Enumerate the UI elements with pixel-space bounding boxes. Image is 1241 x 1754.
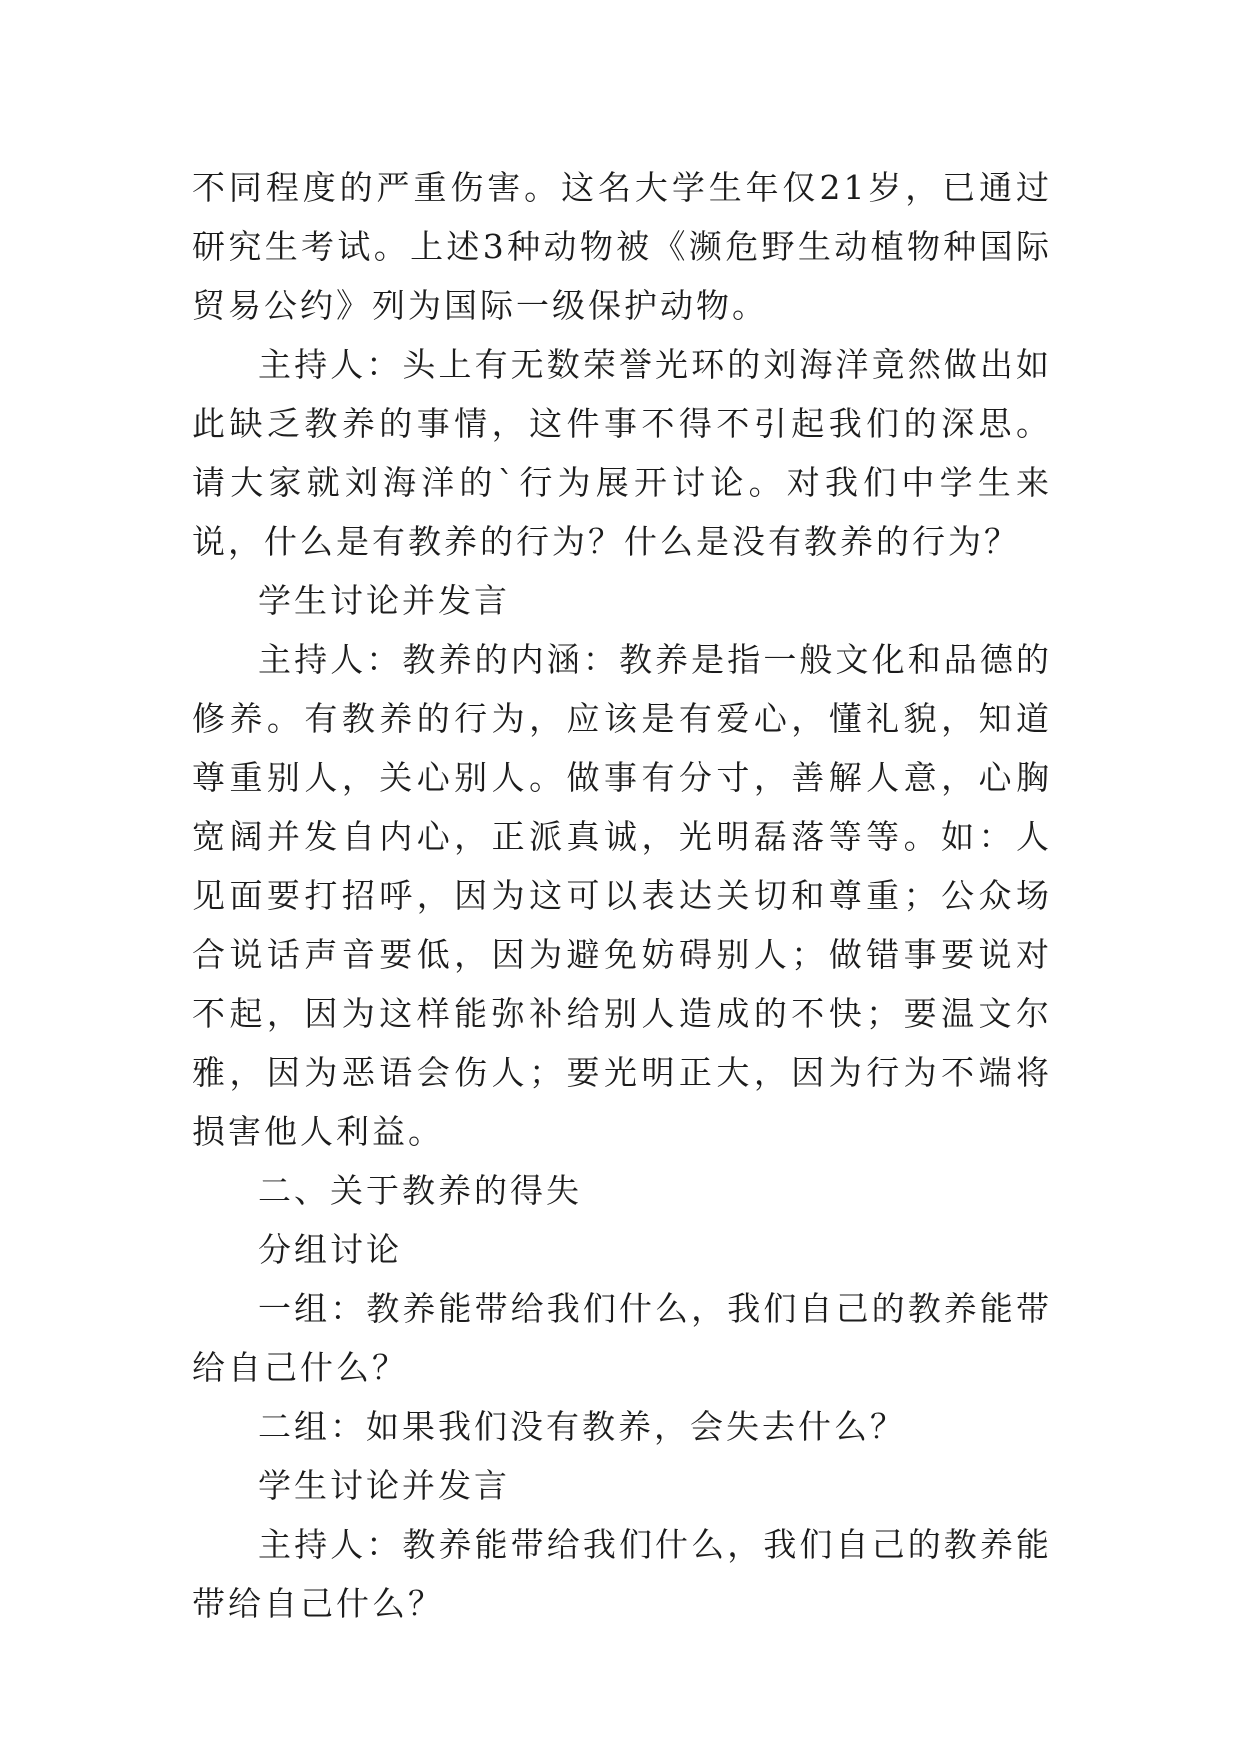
paragraph-3: 学生讨论并发言	[258, 581, 510, 620]
section-heading: 二、关于教养的得失	[258, 1171, 582, 1210]
paragraph-8: 二组：如果我们没有教养，会失去什么？	[258, 1407, 906, 1446]
document-body	[192, 158, 1052, 1633]
paragraph-6: 分组讨论	[258, 1230, 402, 1269]
paragraph-7: 一组：教养能带给我们什么，我们自己的教养能带给自己什么？	[192, 1289, 1052, 1387]
paragraph-10: 主持人：教养能带给我们什么，我们自己的教养能带给自己什么？	[192, 1525, 1052, 1623]
paragraph-1: 不同程度的严重伤害。这名大学生年仅21岁，已通过研究生考试。上述3种动物被《濒危野生动植物种国际贸易公约》列为国际一级保护动物。	[192, 168, 1052, 325]
paragraph-4: 主持人：教养的内涵：教养是指一般文化和品德的修养。有教养的行为，应该是有爱心，懂礼貌，知道尊重别人，关心别人。做事有分寸，善解人意，心胸宽阔并发自内心，正派真诚，光明磊落等等。如：人见面要打招呼，因为这可以表达关切和尊重；公众场合说话声音要低，因为避免妨碍别人；做错事要说对不起，因为这样能弥补给别人造成的不快；要温文尔雅，因为恶语会伤人；要光明正大，因为行为不端将损害他人利益。	[192, 640, 1052, 1151]
paragraph-9: 学生讨论并发言	[258, 1466, 510, 1505]
paragraph-2: 主持人：头上有无数荣誉光环的刘海洋竟然做出如此缺乏教养的事情，这件事不得不引起我们的深思。请大家就刘海洋的`行为展开讨论。对我们中学生来说，什么是有教养的行为？什么是没有教养的行为？	[192, 345, 1052, 561]
